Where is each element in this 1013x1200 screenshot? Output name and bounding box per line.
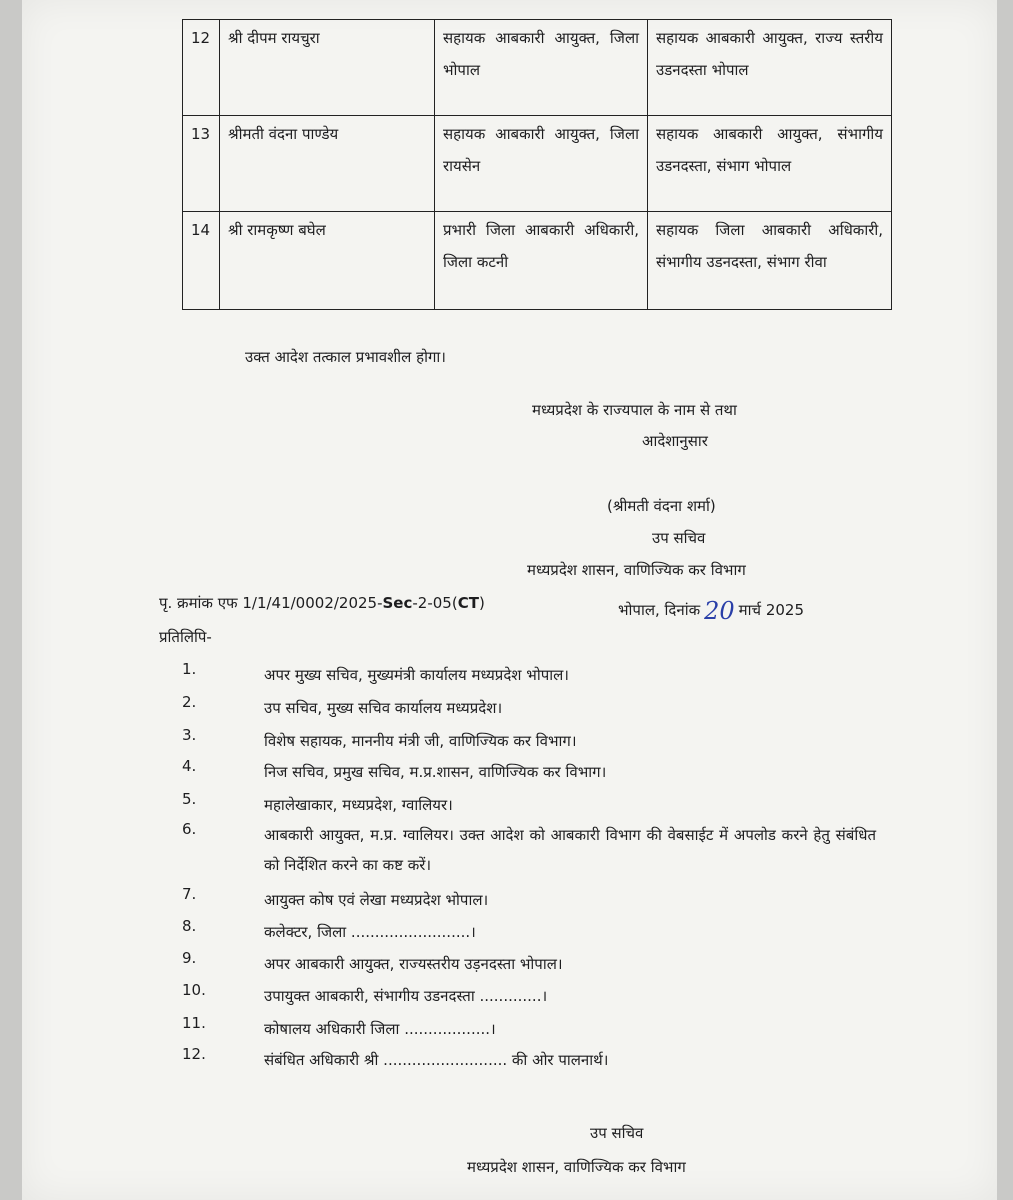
reference-number: पृ. क्रमांक एफ 1/1/41/0002/2025-Sec-2-05(CT)	[159, 594, 485, 612]
signatory-name: (श्रीमती वंदना शर्मा)	[607, 497, 716, 515]
row-number: 13	[183, 116, 220, 212]
list-item-text: निज सचिव, प्रमुख सचिव, म.प्र.शासन, वाणिज्यिक कर विभाग।	[264, 763, 607, 781]
officer-name: श्री रामकृष्ण बघेल	[220, 212, 435, 310]
footer-designation: उप सचिव	[590, 1124, 644, 1142]
list-item-number: 5.	[182, 790, 197, 808]
list-item-text: अपर आबकारी आयुक्त, राज्यस्तरीय उड़नदस्ता भोपाल।	[264, 955, 563, 973]
list-item-number: 10.	[182, 981, 206, 999]
table-row	[183, 20, 892, 116]
row-number: 12	[183, 20, 220, 116]
table-row	[183, 116, 892, 212]
list-item-number: 9.	[182, 949, 197, 967]
current-posting: सहायक आबकारी आयुक्त, जिला रायसेन	[435, 116, 648, 212]
list-item-text: विशेष सहायक, माननीय मंत्री जी, वाणिज्यिक कर विभाग।	[264, 732, 577, 750]
list-item-text: उप सचिव, मुख्य सचिव कार्यालय मध्यप्रदेश।	[264, 699, 503, 717]
list-item-text: उपायुक्त आबकारी, संभागीय उडनदस्ता .............।	[264, 987, 548, 1005]
list-item-number: 1.	[182, 660, 197, 678]
list-item-number: 7.	[182, 885, 197, 903]
list-item-number: 2.	[182, 693, 197, 711]
list-item-text: कलेक्टर, जिला .........................।	[264, 923, 476, 941]
signatory-department: मध्यप्रदेश शासन, वाणिज्यिक कर विभाग	[527, 561, 746, 579]
document-page	[22, 0, 997, 1200]
handwritten-date: 20	[704, 597, 735, 625]
row-number: 14	[183, 212, 220, 310]
new-posting: सहायक जिला आबकारी अधिकारी, संभागीय उडनदस्ता, संभाग रीवा	[648, 212, 892, 310]
current-posting: सहायक आबकारी आयुक्त, जिला भोपाल	[435, 20, 648, 116]
current-posting: प्रभारी जिला आबकारी अधिकारी, जिला कटनी	[435, 212, 648, 310]
copy-heading: प्रतिलिपि-	[159, 628, 212, 646]
effective-statement: उक्त आदेश तत्काल प्रभावशील होगा।	[245, 348, 446, 366]
list-item-number: 12.	[182, 1045, 206, 1063]
place-date: भोपाल, दिनांक 20 मार्च 2025	[618, 597, 804, 625]
list-item-number: 6.	[182, 820, 197, 838]
footer-department: मध्यप्रदेश शासन, वाणिज्यिक कर विभाग	[467, 1158, 686, 1176]
list-item-text: अपर मुख्य सचिव, मुख्यमंत्री कार्यालय मध्यप्रदेश भोपाल।	[264, 666, 569, 684]
authority-line-2: आदेशानुसार	[642, 432, 708, 450]
officer-name: श्री दीपम रायचुरा	[220, 20, 435, 116]
list-item-text: आबकारी आयुक्त, म.प्र. ग्वालियर। उक्त आदेश को आबकारी विभाग की वेबसाईट में अपलोड करने हेतु संबंधित को निर्देशित करने का कष्ट करें।	[264, 826, 876, 874]
new-posting: सहायक आबकारी आयुक्त, संभागीय उडनदस्ता, संभाग भोपाल	[648, 116, 892, 212]
list-item-number: 3.	[182, 726, 197, 744]
list-item-number: 4.	[182, 757, 197, 775]
list-item-text: आयुक्त कोष एवं लेखा मध्यप्रदेश भोपाल।	[264, 891, 489, 909]
officer-name: श्रीमती वंदना पाण्डेय	[220, 116, 435, 212]
new-posting: सहायक आबकारी आयुक्त, राज्य स्तरीय उडनदस्ता भोपाल	[648, 20, 892, 116]
list-item-number: 11.	[182, 1014, 206, 1032]
list-item-text: महालेखाकार, मध्यप्रदेश, ग्वालियर।	[264, 796, 453, 814]
table-row	[183, 212, 892, 310]
list-item-number: 8.	[182, 917, 197, 935]
signatory-designation: उप सचिव	[652, 529, 706, 547]
authority-line: मध्यप्रदेश के राज्यपाल के नाम से तथा	[532, 401, 737, 419]
transfer-table	[182, 19, 892, 310]
list-item-text: संबंधित अधिकारी श्री .......................... की ओर पालनार्थ।	[264, 1051, 609, 1069]
list-item-text: कोषालय अधिकारी जिला ..................।	[264, 1020, 496, 1038]
